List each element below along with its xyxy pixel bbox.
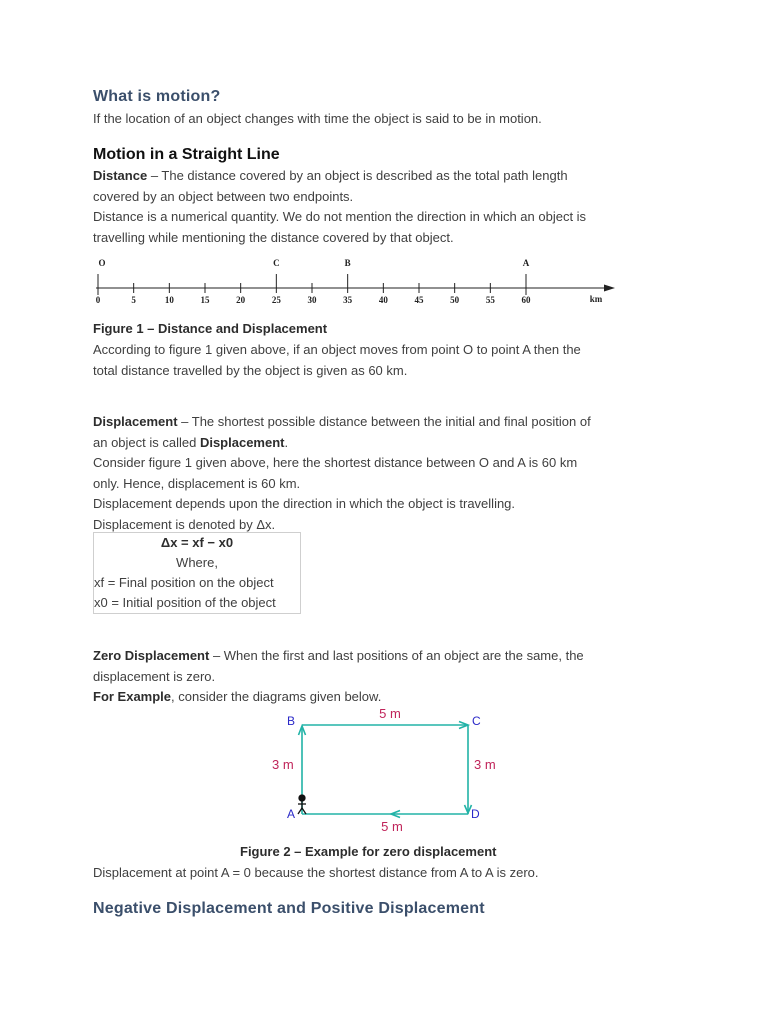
number-line-tick-label: 60 xyxy=(521,295,531,305)
figure2-caption: Figure 2 – Example for zero displacement xyxy=(240,844,497,859)
displacement-consider-l1: Consider figure 1 given above, here the shortest distance between O and A is 60 km xyxy=(93,455,578,470)
motion-text: If the location of an object changes with time the object is said to be in motion. xyxy=(93,111,542,126)
heading-negative-positive-displacement: Negative Displacement and Positive Displacement xyxy=(93,900,485,917)
number-line-tick-label: 5 xyxy=(131,295,136,305)
number-line-point-label: B xyxy=(344,258,351,268)
distance-note-l2: travelling while mentioning the distance covered by that object. xyxy=(93,229,454,245)
formula-x0: x0 = Initial position of the object xyxy=(94,595,276,610)
paragraph-distance xyxy=(93,166,673,248)
number-line-tick-label: 10 xyxy=(164,295,174,305)
displacement-direction: Displacement depends upon the direction in which the object is travelling. xyxy=(93,496,516,511)
displacement-consider-l2: only. Hence, displacement is 60 km. xyxy=(93,475,301,491)
number-line-arrowhead xyxy=(604,285,615,292)
number-line-tick-label: 50 xyxy=(450,295,460,305)
formula-box xyxy=(93,532,301,614)
paragraph-zero-displacement xyxy=(93,646,673,708)
displacement-def-l2c: . xyxy=(284,434,289,450)
point-a-label: A xyxy=(287,807,296,821)
term-displacement: Displacement xyxy=(93,414,178,429)
number-line-tick-label: 20 xyxy=(236,295,246,305)
point-d-label: D xyxy=(471,807,480,821)
number-line-tick-label: 45 xyxy=(414,295,424,305)
number-line-tick-label: 25 xyxy=(271,295,281,305)
displacement-def-l2b: Displacement xyxy=(199,434,285,450)
paragraph-figure1-explanation xyxy=(93,340,673,381)
displacement-denoted: Displacement is denoted by Δx. xyxy=(93,516,276,532)
displacement-def-l2a: an object is called xyxy=(93,434,200,450)
example-text: , consider the diagrams given below. xyxy=(171,689,382,704)
number-line-tick-label: 15 xyxy=(200,295,210,305)
distance-note-l1: Distance is a numerical quantity. We do not mention the direction in which an object is xyxy=(93,209,587,224)
paragraph-figure2-explanation xyxy=(93,863,673,884)
figure1-caption: Figure 1 – Distance and Displacement xyxy=(93,321,328,336)
formula-text: Δx = xf − x0 xyxy=(160,535,234,550)
number-line-point-label: A xyxy=(522,258,530,268)
figure2-rectangle-diagram xyxy=(262,702,512,838)
number-line-tick-label: 55 xyxy=(485,295,495,305)
zero-def-l1: – When the first and last positions of an object are the same, the xyxy=(209,648,584,663)
figure1-number-line xyxy=(88,254,624,310)
number-line-tick-label: 0 xyxy=(95,295,101,305)
point-c-label: C xyxy=(472,714,481,728)
figure1-explain-l1: According to figure 1 given above, if an object moves from point O to point A then the xyxy=(93,342,581,357)
bottom-length-label: 5 m xyxy=(381,819,403,834)
number-line-tick-label: 30 xyxy=(307,295,317,305)
distance-def-l2: covered by an object between two endpoints. xyxy=(93,188,354,204)
formula-xf: xf = Final position on the object xyxy=(94,575,274,590)
number-line-point-label: O xyxy=(98,258,106,268)
number-line-unit: km xyxy=(589,294,603,304)
displacement-def-l1: – The shortest possible distance between the initial and final position of xyxy=(177,414,591,429)
term-for-example: For Example xyxy=(93,689,172,704)
number-line-tick-label: 35 xyxy=(343,295,353,305)
right-length-label: 3 m xyxy=(474,757,496,772)
number-line-tick-label: 40 xyxy=(378,295,388,305)
term-zero-displacement: Zero Displacement xyxy=(93,648,210,663)
figure2-explain: Displacement at point A = 0 because the shortest distance from A to A is zero. xyxy=(93,865,539,880)
heading-what-is-motion: What is motion? xyxy=(93,88,221,105)
paragraph-motion-definition xyxy=(93,109,673,130)
number-line-point-label: C xyxy=(273,258,280,268)
heading-motion-straight-line: Motion in a Straight Line xyxy=(93,146,280,163)
term-distance: Distance xyxy=(93,168,148,183)
point-b-label: B xyxy=(287,714,296,728)
distance-def-l1: – The distance covered by an object is described as the total path length xyxy=(147,168,568,183)
zero-def-l2: displacement is zero. xyxy=(93,668,216,684)
formula-where: Where, xyxy=(176,555,218,570)
top-length-label: 5 m xyxy=(379,706,401,721)
left-length-label: 3 m xyxy=(272,757,294,772)
paragraph-displacement xyxy=(93,412,673,535)
figure1-explain-l2: total distance travelled by the object is given as 60 km. xyxy=(93,362,408,378)
